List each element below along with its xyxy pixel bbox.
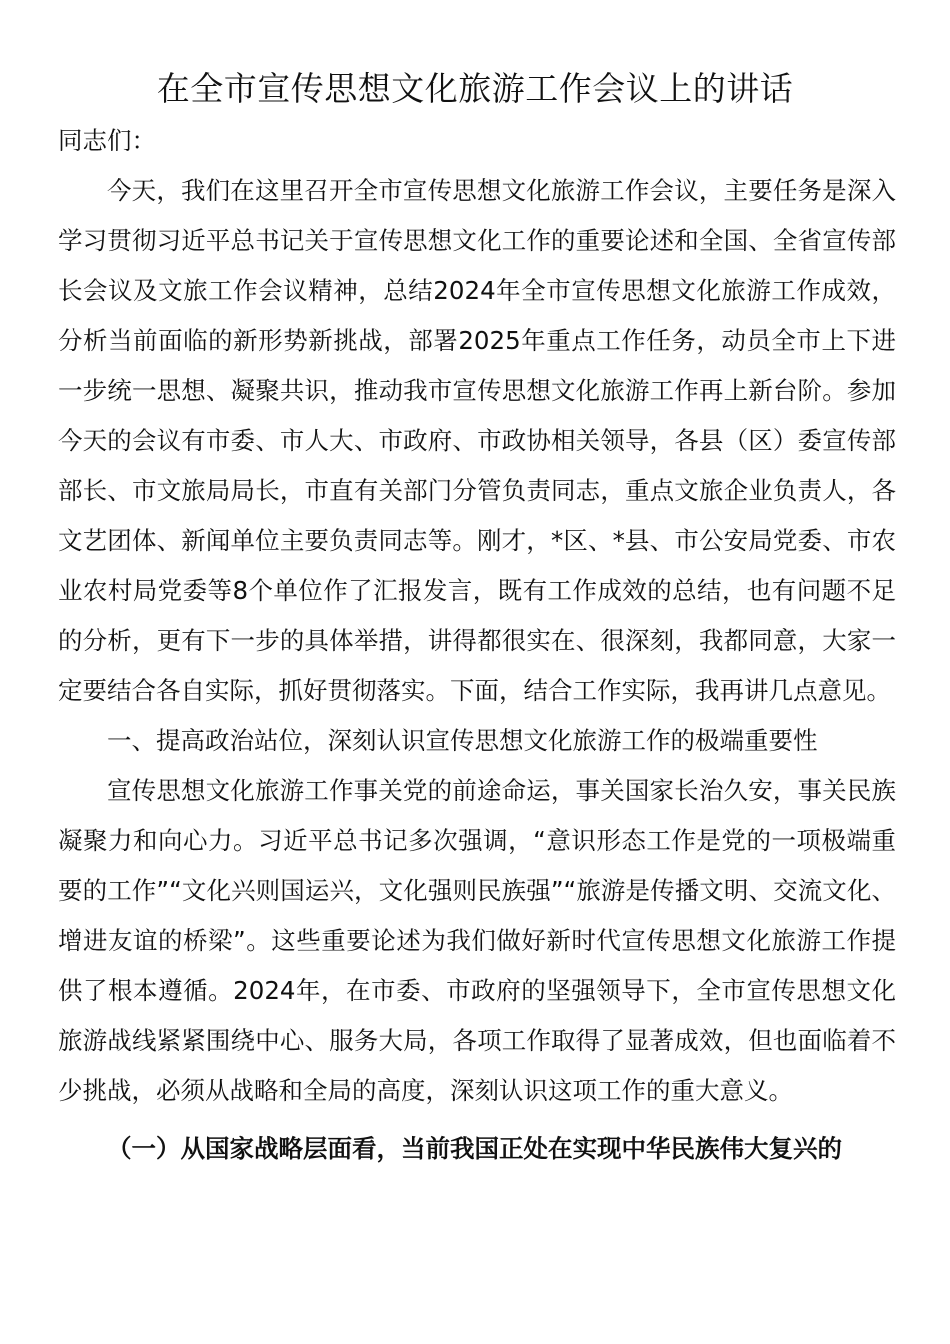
subsection-heading: （一）从国家战略层面看，当前我国正处在实现中华民族伟大复兴的 xyxy=(107,1134,842,1163)
section-heading: 一、提高政治站位，深刻认识宣传思想文化旅游工作的极端重要性 xyxy=(107,726,818,755)
salutation: 同志们： xyxy=(58,126,156,155)
document-title: 在全市宣传思想文化旅游工作会议上的讲话 xyxy=(156,69,794,108)
document-body xyxy=(58,116,896,1174)
opening-paragraph: 今天，我们在这里召开全市宣传思想文化旅游工作会议，主要任务是深入学习贯彻习近平总书记关于宣传思想文化工作的重要论述和全国、全省宣传部长会议及文旅工作会议精神，总结2024年全市宣传思想文化旅游工作成效，分析当前面临的新形势新挑战，部署2025年重点工作任务，动员全市上下进一步统一思想、凝聚共识，推动我市宣传思想文化旅游工作再上新台阶。参加今天的会议有市委、市人大、市政府、市政协相关领导，各县（区）委宣传部部长、市文旅局局长，市直有关部门分管负责同志，重点文旅企业负责人，各文艺团体、新闻单位主要负责同志等。刚才，*区、*县、市公安局党委、市农业农村局党委等8个单位作了汇报发言，既有工作成效的总结，也有问题不足的分析，更有下一步的具体举措，讲得都很实在、很深刻，我都同意，大家一定要结合各自实际，抓好贯彻落实。下面，结合工作实际，我再讲几点意见。 xyxy=(58,176,896,705)
section-paragraph: 宣传思想文化旅游工作事关党的前途命运，事关国家长治久安，事关民族凝聚力和向心力。习近平总书记多次强调，“意识形态工作是党的一项极端重要的工作”“文化兴则国运兴，文化强则民族强”“旅游是传播文明、交流文化、增进友谊的桥梁”。这些重要论述为我们做好新时代宣传思想文化旅游工作提供了根本遵循。2024年，在市委、市政府的坚强领导下，全市宣传思想文化旅游战线紧紧围绕中心、服务大局，各项工作取得了显著成效，但也面临着不少挑战，必须从战略和全局的高度，深刻认识这项工作的重大意义。 xyxy=(58,776,896,1105)
